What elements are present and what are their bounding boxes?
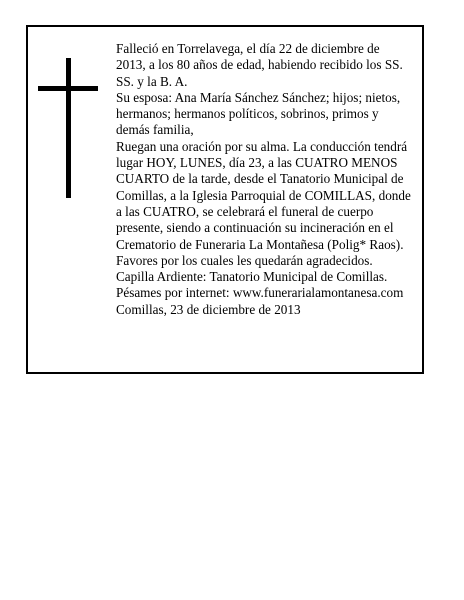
cross-vertical-bar — [66, 58, 71, 198]
obituary-line: CUARTO de la tarde, desde el Tanatorio Municipal de — [116, 171, 404, 187]
obituary-line: Ruegan una oración por su alma. La conducción tendrá — [116, 138, 408, 154]
obituary-line: SS. y la B. A. — [116, 73, 188, 89]
obituary-line: Falleció en Torrelavega, el día 22 de diciembre de — [116, 41, 380, 56]
obituary-line: hermanos; hermanos políticos, sobrinos, primos y — [116, 106, 379, 122]
obituary-line: lugar HOY, LUNES, día 23, a las CUATRO MENOS — [116, 155, 398, 171]
obituary-line: Comillas, 23 de diciembre de 2013 — [116, 301, 301, 317]
obituary-line: Crematorio de Funeraria La Montañesa (Polig* Raos). — [116, 236, 404, 252]
obituary-line: Su esposa: Ana María Sánchez Sánchez; hijos; nietos, — [116, 89, 401, 105]
obituary-line: presente, siendo a continuación su incineración en el — [116, 220, 394, 236]
obituary-notice — [26, 25, 424, 374]
obituary-text — [116, 41, 426, 318]
obituary-line: a las CUATRO, se celebrará el funeral de cuerpo — [116, 203, 374, 219]
obituary-line: Capilla Ardiente: Tanatorio Municipal de Comillas. — [116, 269, 388, 285]
obituary-line: demás familia, — [116, 122, 194, 138]
obituary-line: 2013, a los 80 años de edad, habiendo recibido los SS. — [116, 57, 403, 73]
obituary-line: Pésames por internet: www.funerarialamontanesa.com — [116, 285, 404, 301]
obituary-line: Favores por los cuales les quedarán agradecidos. — [116, 252, 373, 268]
cross-horizontal-bar — [38, 86, 98, 91]
obituary-line: Comillas, a la Iglesia Parroquial de COMILLAS, donde — [116, 187, 411, 203]
